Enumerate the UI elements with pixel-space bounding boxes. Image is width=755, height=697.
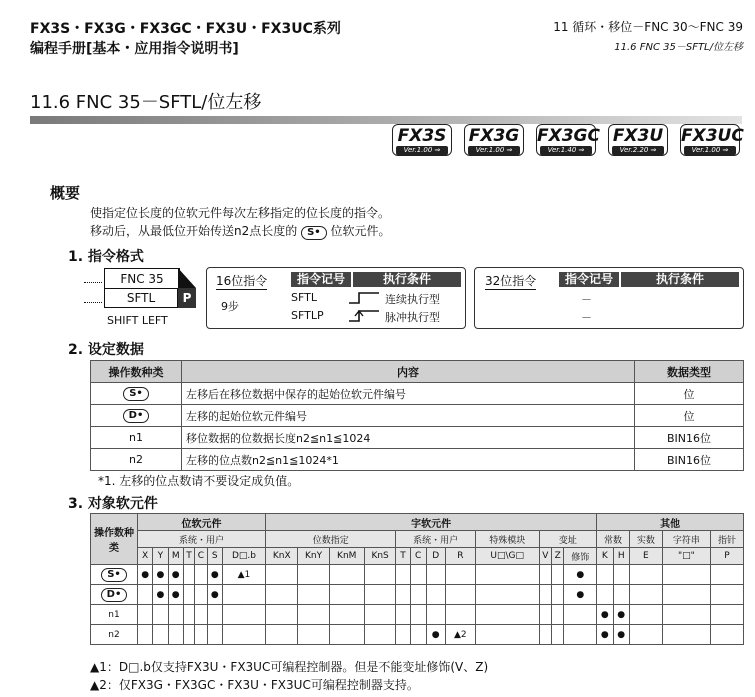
header-bit-devices: 位软元件	[138, 514, 266, 531]
device-cell	[711, 625, 744, 645]
device-cell	[445, 565, 475, 585]
device-cell	[426, 565, 445, 585]
device-cell	[539, 565, 551, 585]
device-cell	[662, 565, 710, 585]
device-cell	[207, 625, 222, 645]
device-cell	[475, 585, 539, 605]
device-cell	[426, 585, 445, 605]
device-cell	[298, 625, 329, 645]
cond-continuous: 连续执行型	[385, 293, 440, 306]
device-cell	[298, 565, 329, 585]
operand-s-icon: S•	[101, 568, 127, 582]
type-cell: 位	[635, 405, 744, 427]
shift-left-caption: SHIFT LEFT	[107, 314, 168, 327]
column-header: S	[207, 548, 222, 565]
device-cell	[222, 605, 265, 625]
device-cell	[183, 585, 194, 605]
mnemonic-box: SFTL	[104, 288, 178, 308]
device-cell	[364, 585, 396, 605]
device-cell	[329, 585, 364, 605]
device-cell	[597, 565, 613, 585]
operand-cell	[91, 405, 182, 427]
table-row	[91, 605, 744, 625]
table-row	[91, 565, 744, 585]
device-cell: ●	[426, 625, 445, 645]
device-cell	[711, 565, 744, 585]
device-cell	[475, 625, 539, 645]
badge-name: FX3GC	[537, 126, 600, 146]
fnc-number: FNC 35	[104, 268, 180, 289]
device-cell	[629, 585, 662, 605]
chapter-line: 11 循环・移位－FNC 30～FNC 39	[553, 20, 743, 34]
table-row	[91, 625, 744, 645]
operand-cell	[91, 605, 138, 625]
table-row	[91, 427, 744, 449]
device-cell	[564, 605, 597, 625]
device-cell	[711, 585, 744, 605]
cond-pulse: 脉冲执行型	[385, 311, 440, 324]
device-cell	[298, 605, 329, 625]
device-cell	[195, 585, 208, 605]
header-content: 内容	[182, 361, 635, 383]
device-cell	[410, 585, 426, 605]
device-cell	[266, 565, 298, 585]
column-header: D□.b	[222, 548, 265, 565]
device-cell	[662, 605, 710, 625]
device-cell	[475, 605, 539, 625]
rising-edge-pulse-icon	[347, 309, 381, 323]
operand-label: n1	[108, 609, 120, 620]
device-cell	[364, 565, 396, 585]
device-cell	[539, 585, 551, 605]
column-header: X	[138, 548, 153, 565]
column-header: 修饰	[564, 548, 597, 565]
device-cell	[138, 605, 153, 625]
device-note-2: ▲2：仅FX3G・FX3GC・FX3U・FX3UC可编程控制器支持。	[90, 678, 419, 692]
header-operand-type: 操作数种类	[91, 361, 182, 383]
rising-edge-continuous-icon	[347, 291, 381, 305]
dotted-line	[84, 302, 102, 303]
device-cell	[410, 625, 426, 645]
device-cell	[183, 605, 194, 625]
page-title: 11.6 FNC 35－SFTL/位左移	[30, 92, 262, 113]
setting-note: *1. 左移的位点数请不要设定成负值。	[98, 474, 300, 488]
device-cell	[410, 605, 426, 625]
device-cell	[445, 605, 475, 625]
device-cell	[613, 585, 629, 605]
section-line: 11.6 FNC 35－SFTL/位左移	[614, 42, 743, 53]
section-1-heading: 1. 指令格式	[68, 249, 144, 265]
column-header: R	[445, 548, 475, 565]
device-cell	[183, 565, 194, 585]
badge-version: Ver.1.00 ⇒	[468, 146, 520, 155]
header-system-user-1: 系统・用户	[138, 531, 266, 548]
device-cell	[207, 605, 222, 625]
device-cell	[475, 565, 539, 585]
content-cell: 移位数据的位数据长度n2≦n1≦1024	[182, 427, 635, 449]
col-mnemonic-16: 指令记号	[291, 272, 351, 287]
device-cell: ▲1	[222, 565, 265, 585]
operand-cell	[91, 383, 182, 405]
column-header: E	[629, 548, 662, 565]
header-other: 其他	[597, 514, 744, 531]
operand-label: n2	[108, 629, 120, 640]
badge-fx3u	[608, 124, 668, 156]
operand-d-icon: D•	[123, 409, 150, 423]
content-cell: 左移的起始位软元件编号	[182, 405, 635, 427]
device-cell	[426, 605, 445, 625]
series-line: FX3S・FX3G・FX3GC・FX3U・FX3UC系列	[30, 21, 341, 37]
type-cell: BIN16位	[635, 449, 744, 471]
column-header: K	[597, 548, 613, 565]
device-cell	[551, 625, 563, 645]
device-cell	[329, 565, 364, 585]
target-devices-table	[90, 513, 744, 645]
device-cell	[662, 585, 710, 605]
device-cell: ●	[597, 625, 613, 645]
device-cell: ●	[613, 625, 629, 645]
box-32bit	[474, 267, 744, 329]
device-cell	[183, 625, 194, 645]
badge-fx3g	[464, 124, 524, 156]
operand-cell: n1	[91, 427, 182, 449]
badge-name: FX3S	[397, 126, 447, 146]
badge-fx3gc	[536, 124, 600, 156]
dash-32-1: －	[581, 293, 592, 306]
corner-triangle-icon	[178, 268, 196, 288]
device-cell: ●	[207, 565, 222, 585]
content-cell: 左移的位点数n2≦n1≦1024*1	[182, 449, 635, 471]
column-header: D	[426, 548, 445, 565]
header-bit-spec: 位数指定	[266, 531, 396, 548]
label-16bit: 16位指令	[216, 274, 268, 288]
device-cell	[168, 625, 183, 645]
device-cell: ●	[168, 565, 183, 585]
device-cell: ●	[564, 585, 597, 605]
column-header: H	[613, 548, 629, 565]
operand-s-icon: S•	[123, 387, 149, 401]
device-cell: ●	[153, 565, 168, 585]
device-cell: ●	[168, 585, 183, 605]
header-operand-type: 操作数种类	[91, 514, 138, 565]
device-cell	[410, 565, 426, 585]
operand-cell: n2	[91, 449, 182, 471]
type-cell: 位	[635, 383, 744, 405]
pulse-p-marker: P	[178, 288, 196, 308]
device-cell	[396, 565, 410, 585]
mnemonic-sftlp: SFTLP	[291, 309, 324, 322]
column-header: V	[539, 548, 551, 565]
header-special-module: 特殊模块	[475, 531, 539, 548]
badge-name: FX3U	[612, 126, 664, 146]
box-16bit	[206, 267, 466, 329]
device-cell	[266, 605, 298, 625]
header-system-user-2: 系统・用户	[396, 531, 475, 548]
device-cell	[195, 565, 208, 585]
device-cell: ●	[153, 585, 168, 605]
device-cell	[629, 565, 662, 585]
steps-16bit: 9步	[221, 300, 239, 313]
device-cell	[662, 625, 710, 645]
type-cell: BIN16位	[635, 427, 744, 449]
col-condition-32: 执行条件	[621, 272, 739, 287]
mnemonic-sftl: SFTL	[291, 291, 317, 304]
col-condition-16: 执行条件	[353, 272, 461, 287]
device-cell	[445, 585, 475, 605]
table-row	[91, 585, 744, 605]
device-cell: ●	[138, 565, 153, 585]
device-cell	[711, 605, 744, 625]
badge-name: FX3G	[468, 126, 520, 146]
column-header: C	[195, 548, 208, 565]
device-cell	[138, 625, 153, 645]
badge-name: FX3UC	[681, 126, 744, 146]
overview-line-2	[90, 222, 391, 240]
device-cell	[629, 625, 662, 645]
device-cell	[597, 585, 613, 605]
device-cell	[396, 585, 410, 605]
device-cell	[364, 625, 396, 645]
manual-line: 编程手册[基本・应用指令说明书]	[30, 41, 239, 57]
device-cell	[222, 585, 265, 605]
device-cell	[266, 585, 298, 605]
badge-version: Ver.1.40 ⇒	[540, 146, 592, 155]
overview-line-2b: 位软元件。	[330, 224, 391, 238]
content-cell: 左移后在移位数据中保存的起始位软元件编号	[182, 383, 635, 405]
device-cell	[138, 585, 153, 605]
header-word-devices: 字软元件	[266, 514, 597, 531]
device-cell: ▲2	[445, 625, 475, 645]
device-cell: ●	[597, 605, 613, 625]
header-real: 实数	[629, 531, 662, 548]
header-constant: 常数	[597, 531, 630, 548]
column-header: KnS	[364, 548, 396, 565]
device-cell	[539, 605, 551, 625]
overview-line-1: 使指定位长度的位软元件每次左移指定的位长度的指令。	[90, 206, 391, 220]
device-cell	[266, 625, 298, 645]
column-header: KnM	[329, 548, 364, 565]
label-32bit: 32位指令	[485, 274, 537, 288]
device-cell: ●	[613, 605, 629, 625]
dotted-line	[84, 282, 102, 283]
device-cell	[564, 625, 597, 645]
device-cell	[539, 625, 551, 645]
overview-line-2a: 移动后，从最低位开始传送n2点长度的	[90, 224, 298, 238]
device-note-1: ▲1：D□.b仅支持FX3U・FX3UC可编程控制器。但是不能变址修饰(V、Z)	[90, 660, 489, 674]
device-cell: ●	[564, 565, 597, 585]
instruction-symbol	[84, 268, 198, 308]
column-header: M	[168, 548, 183, 565]
overview-heading: 概要	[50, 184, 81, 202]
device-cell	[153, 605, 168, 625]
device-cell	[168, 605, 183, 625]
header-pointer: 指针	[711, 531, 744, 548]
device-cell	[153, 625, 168, 645]
operand-cell	[91, 585, 138, 605]
device-cell	[364, 605, 396, 625]
title-rule	[30, 116, 742, 124]
dash-32-2: －	[581, 311, 592, 324]
table-header-row	[91, 361, 744, 383]
section-3-heading: 3. 对象软元件	[68, 496, 158, 512]
device-cell	[195, 605, 208, 625]
device-cell	[613, 565, 629, 585]
header-string: 字符串	[662, 531, 710, 548]
device-cell	[222, 625, 265, 645]
device-cell	[551, 605, 563, 625]
header-index: 变址	[539, 531, 597, 548]
column-header: KnY	[298, 548, 329, 565]
header-data-type: 数据类型	[635, 361, 744, 383]
badge-fx3s	[392, 124, 452, 156]
badge-version: Ver.1.00 ⇒	[396, 146, 448, 155]
column-header: KnX	[266, 548, 298, 565]
column-header: Z	[551, 548, 563, 565]
section-2-heading: 2. 设定数据	[68, 342, 144, 358]
column-header: U□\G□	[475, 548, 539, 565]
col-mnemonic-32: 指令记号	[559, 272, 619, 287]
device-cell	[298, 585, 329, 605]
device-cell	[629, 605, 662, 625]
device-cell: ●	[207, 585, 222, 605]
column-header: P	[711, 548, 744, 565]
badge-version: Ver.2.20 ⇒	[612, 146, 664, 155]
device-cell	[195, 625, 208, 645]
setting-data-table	[90, 360, 744, 471]
operand-cell	[91, 625, 138, 645]
device-cell	[396, 605, 410, 625]
device-cell	[329, 605, 364, 625]
table-row	[91, 449, 744, 471]
column-header: Y	[153, 548, 168, 565]
device-cell	[329, 625, 364, 645]
badge-fx3uc	[680, 124, 744, 156]
column-header: T	[396, 548, 410, 565]
table-row	[91, 405, 744, 427]
column-header: T	[183, 548, 194, 565]
column-header: "□"	[662, 548, 710, 565]
badge-version: Ver.1.00 ⇒	[684, 146, 736, 155]
operand-d-icon: D•	[101, 588, 128, 602]
device-cell	[551, 565, 563, 585]
operand-cell	[91, 565, 138, 585]
table-row	[91, 383, 744, 405]
operand-s-icon: S•	[301, 226, 327, 240]
column-header: C	[410, 548, 426, 565]
device-cell	[551, 585, 563, 605]
device-cell	[396, 625, 410, 645]
